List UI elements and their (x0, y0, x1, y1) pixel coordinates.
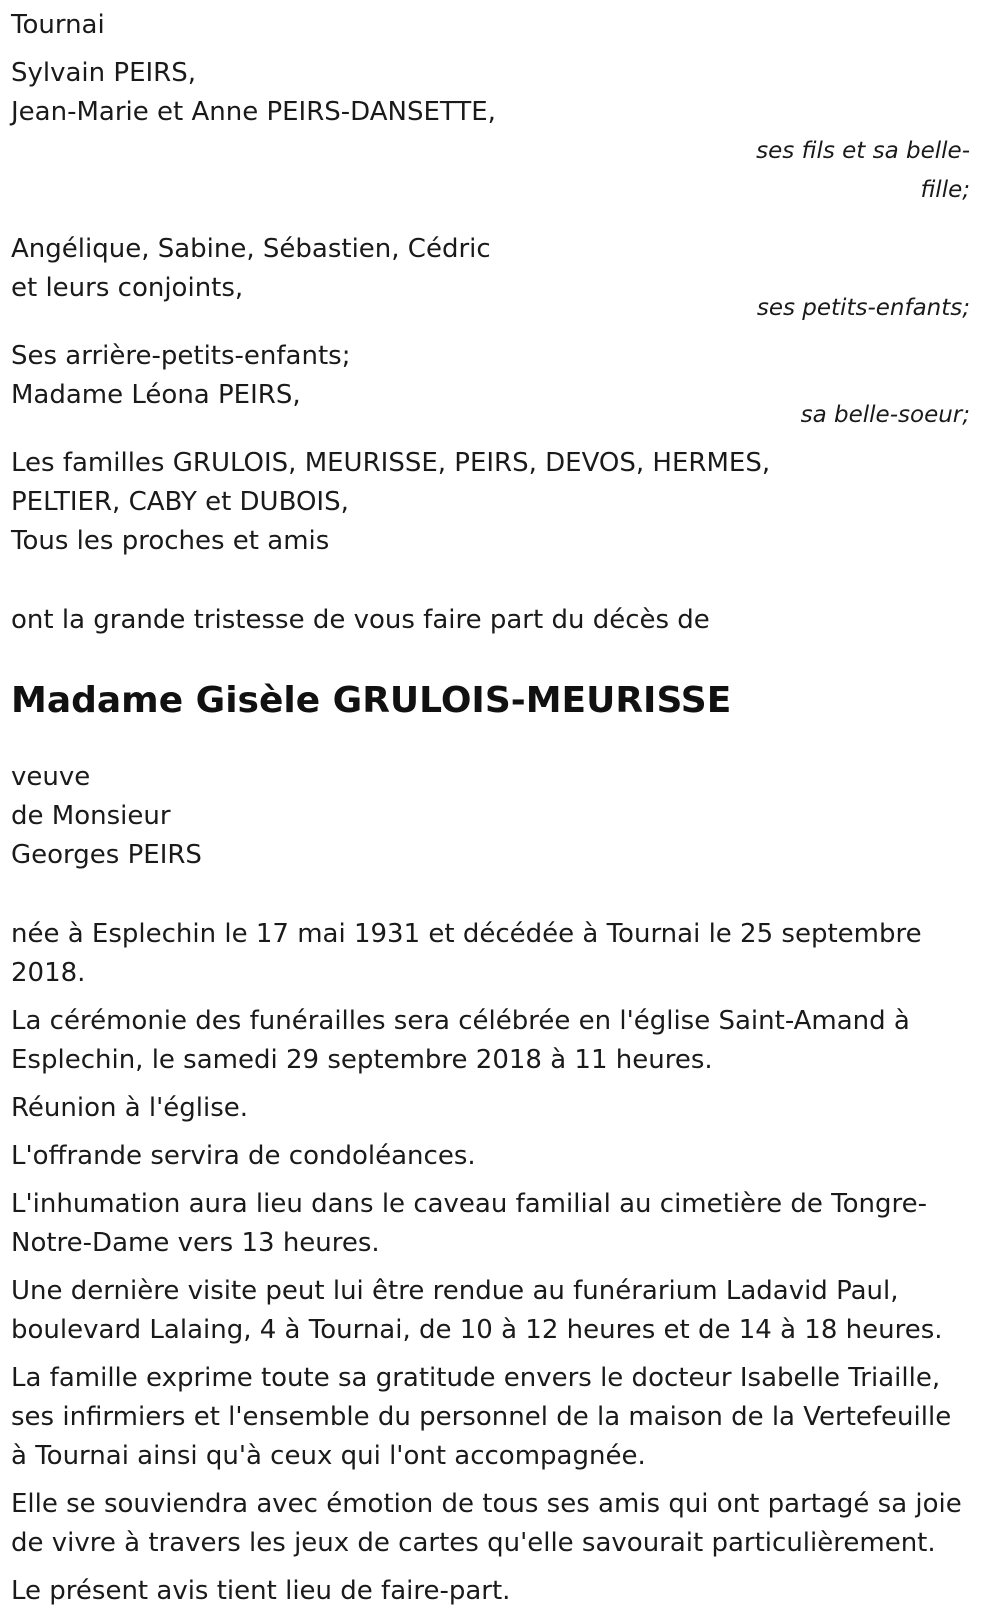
spacer (11, 875, 970, 915)
family-name-line: Angélique, Sabine, Sébastien, Cédric (11, 234, 491, 264)
family-name-line: et leurs conjoints, (11, 273, 244, 303)
offering-paragraph: L'offrande servira de condoléances. (11, 1141, 476, 1171)
family-name-line: Sylvain PEIRS, (11, 58, 197, 88)
families-line: Les familles GRULOIS, MEURISSE, PEIRS, DEVOS, HERMES, (11, 448, 771, 478)
families-line: PELTIER, CABY et DUBOIS, (11, 487, 349, 517)
family-name-line: Jean-Marie et Anne PEIRS-DANSETTE, (11, 97, 496, 127)
city-name: Tournai (11, 10, 105, 40)
spacer (11, 210, 970, 230)
spacer (11, 726, 970, 758)
spouse-line: veuve (11, 762, 91, 792)
details-section (11, 915, 970, 1611)
families-line: Tous les proches et amis (11, 526, 330, 556)
birth-death-paragraph: née à Esplechin le 17 mai 1931 et décédée à Tournai le 25 septembre 2018. (11, 919, 922, 988)
spacer (11, 435, 970, 444)
family-group-grandchildren (11, 230, 970, 328)
spacer (11, 45, 970, 54)
announcement-text: ont la grande tristesse de vous faire part du décès de (11, 605, 710, 635)
burial-paragraph: L'inhumation aura lieu dans le caveau familial au cimetière de Tongre-Notre-Dame vers 13 heures. (11, 1189, 928, 1258)
spouse-info (11, 758, 970, 875)
family-name-line: Madame Léona PEIRS, (11, 380, 301, 410)
spacer (11, 561, 970, 601)
relation-label: ses fils et sa belle-fille; (756, 138, 970, 203)
families-list (11, 444, 970, 561)
notice-paragraph: Le présent avis tient lieu de faire-part. (11, 1576, 511, 1606)
family-group-sister-in-law (11, 337, 970, 435)
family-name-line: Ses arrière-petits-enfants; (11, 341, 351, 371)
spacer (11, 640, 970, 676)
relation-label: sa belle-soeur; (800, 402, 970, 428)
spacer (11, 328, 970, 337)
spouse-line: de Monsieur (11, 801, 171, 831)
spouse-line: Georges PEIRS (11, 840, 202, 870)
gratitude-paragraph: La famille exprime toute sa gratitude envers le docteur Isabelle Triaille, ses infirmiers et l'ensemble du personnel de la maison de la Vertefeuille à Tournai ainsi qu'à ceux qui l'ont accompagnée. (11, 1363, 952, 1471)
family-group-sons (11, 54, 970, 210)
meeting-paragraph: Réunion à l'église. (11, 1093, 249, 1123)
visit-paragraph: Une dernière visite peut lui être rendue au funérarium Ladavid Paul, boulevard Lalaing, 4 à Tournai, de 10 à 12 heures et de 14 à 18 heures. (11, 1276, 943, 1345)
ceremony-paragraph: La cérémonie des funérailles sera célébrée en l'église Saint-Amand à Esplechin, le samedi 29 septembre 2018 à 11 heures. (11, 1006, 910, 1075)
memory-paragraph: Elle se souviendra avec émotion de tous ses amis qui ont partagé sa joie de vivre à travers les jeux de cartes qu'elle savourait particulièrement. (11, 1489, 962, 1558)
relation-label: ses petits-enfants; (756, 295, 970, 321)
deceased-name: Madame Gisèle GRULOIS-MEURISSE (11, 680, 732, 721)
